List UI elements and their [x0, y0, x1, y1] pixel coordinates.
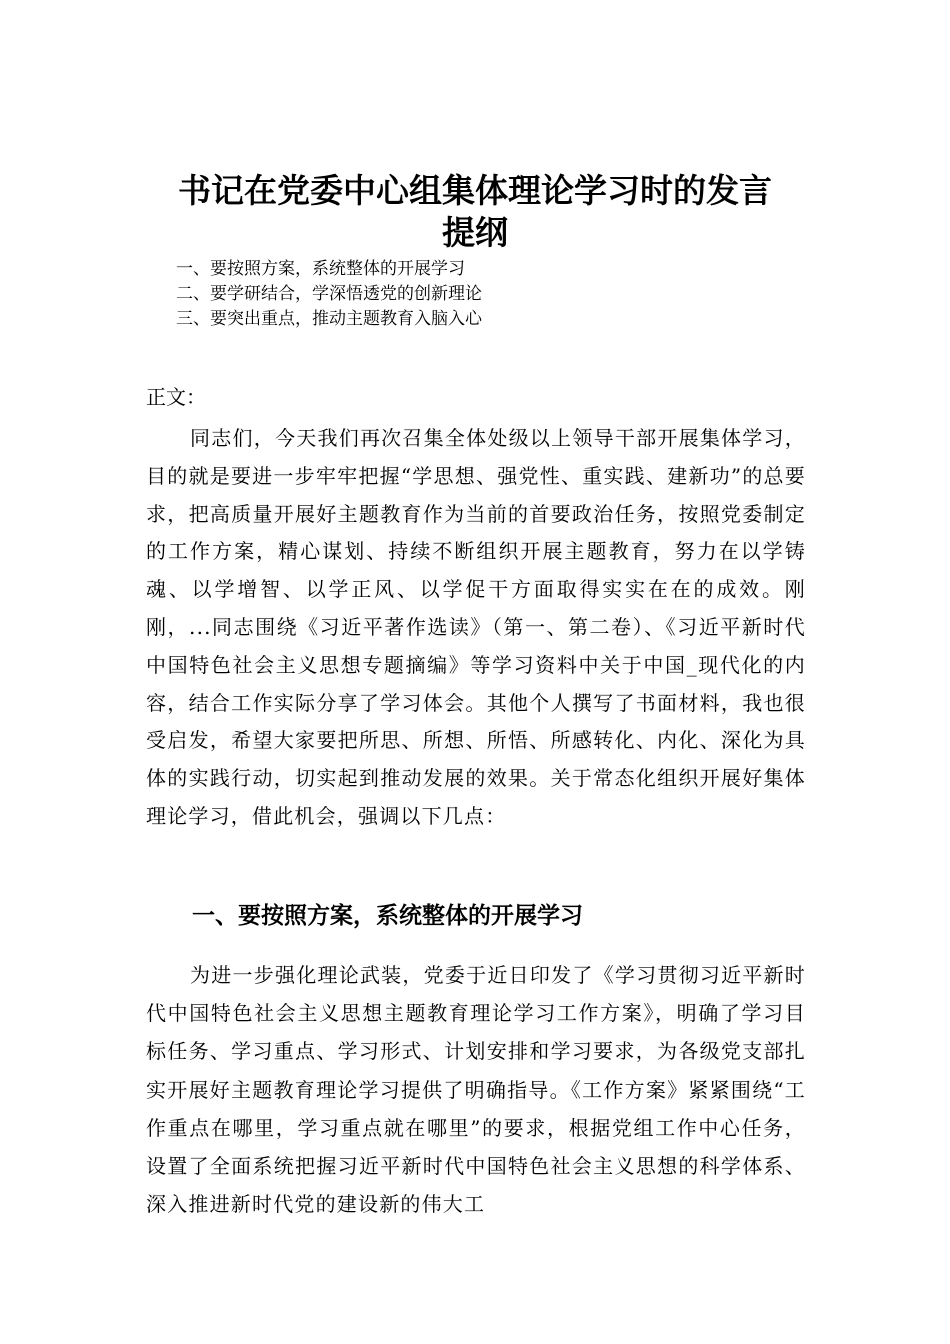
outline-list: [176, 257, 482, 332]
document-title-continued: 提纲: [442, 213, 508, 252]
body-paragraph: 为进一步强化理论武装，党委于近日印发了《学习贯彻习近平新时代中国特色社会主义思想主题教育理论学习工作方案》，明确了学习目标任务、学习重点、学习形式、计划安排和学习要求，为各级党支部扎实开展好主题教育理论学习提供了明确指导。《工作方案》紧紧围绕“工作重点在哪里，学习重点就在哪里”的要求，根据党组工作中心任务，设置了全面系统把握习近平新时代中国特色社会主义思想的科学体系、深入推进新时代党的建设新的伟大工: [146, 963, 806, 1217]
body-label: 正文：: [146, 385, 206, 409]
outline-item: 三、要突出重点，推动主题教育入脑入心: [176, 309, 482, 329]
outline-item: 一、要按照方案，系统整体的开展学习: [176, 259, 465, 279]
outline-item: 二、要学研结合，学深悟透党的创新理论: [176, 284, 482, 304]
section-heading: 一、要按照方案，系统整体的开展学习: [192, 903, 583, 929]
document-title: 书记在党委中心组集体理论学习时的发言: [178, 171, 772, 210]
body-paragraph: 同志们，今天我们再次召集全体处级以上领导干部开展集体学习，目的就是要进一步牢牢把握“学思想、强党性、重实践、建新功”的总要求，把高质量开展好主题教育作为当前的首要政治任务，按照党委制定的工作方案，精心谋划、持续不断组织开展主题教育，努力在以学铸魂、以学增智、以学正风、以学促干方面取得实实在在的成效。刚刚，...同志围绕《习近平著作选读》（第一、第二卷）、《习近平新时代中国特色社会主义思想专题摘编》等学习资料中关于中国_现代化的内容，结合工作实际分享了学习体会。其他个人撰写了书面材料，我也很受启发，希望大家要把所思、所想、所悟、所感转化、内化、深化为具体的实践行动，切实起到推动发展的效果。关于常态化组织开展好集体理论学习，借此机会，强调以下几点：: [146, 426, 806, 828]
